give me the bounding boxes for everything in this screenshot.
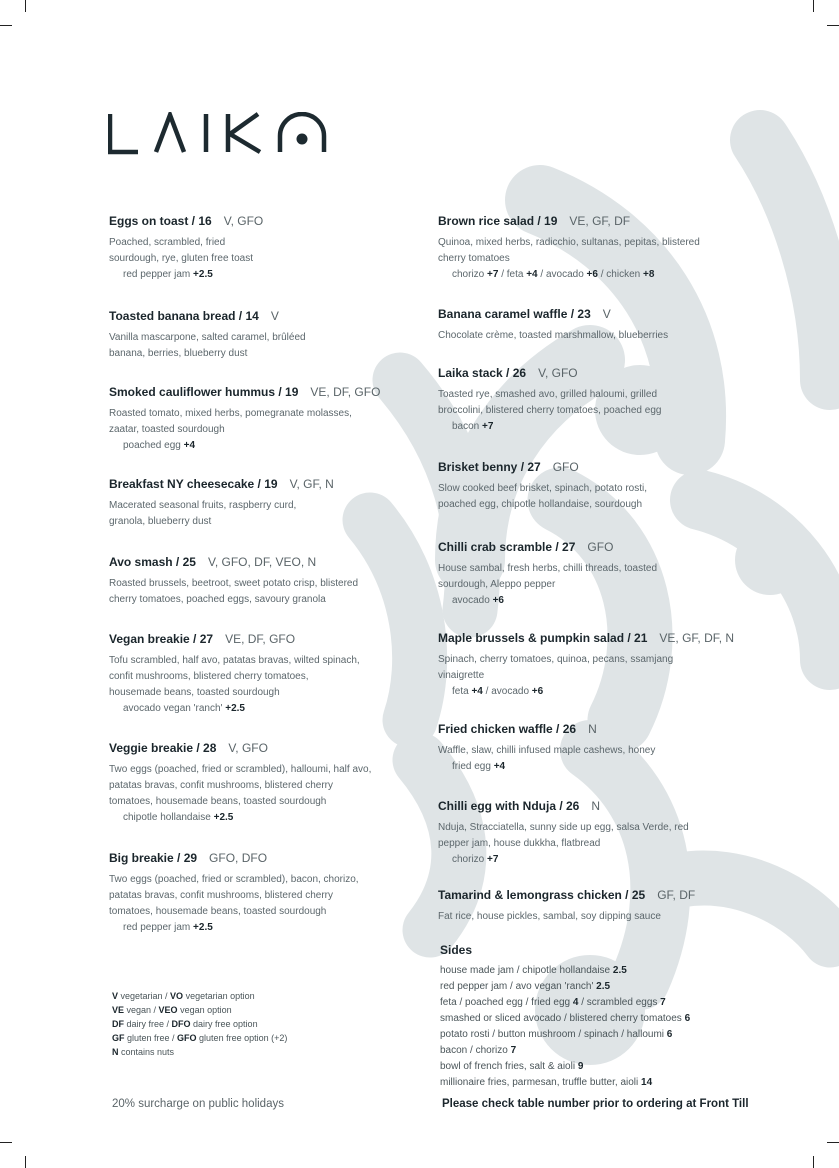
- side-part: 6: [684, 1013, 691, 1024]
- addon-part: +4: [526, 269, 538, 280]
- addon-price: +7: [487, 854, 499, 865]
- addon-part: / chicken: [597, 269, 643, 280]
- legend-part: VE: [112, 1005, 125, 1015]
- addon-price: +2.5: [193, 269, 213, 280]
- side-part: 7: [660, 997, 666, 1008]
- legend-line: [112, 1031, 287, 1045]
- dietary-tags: V: [270, 309, 279, 323]
- dietary-tags: V, GFO: [538, 366, 578, 380]
- side-part: millionaire fries, parmesan, truffle butter, aioli: [440, 1077, 642, 1088]
- addon-name: fried egg: [452, 761, 494, 772]
- addon-name: red pepper jam: [123, 269, 194, 280]
- item-name: Smoked cauliflower hummus / 19: [109, 385, 299, 399]
- dietary-legend: [112, 989, 287, 1059]
- legend-part: vegan option: [177, 1005, 232, 1015]
- addon-line: [109, 701, 499, 717]
- description-line: banana, berries, blueberry dust: [109, 348, 248, 359]
- item-name: Eggs on toast / 16: [109, 214, 212, 228]
- legend-part: VEO: [158, 1005, 178, 1015]
- addon-part: +8: [642, 269, 655, 280]
- legend-part: gluten free /: [124, 1033, 178, 1043]
- menu-item: [438, 631, 828, 700]
- menu-item-title: [438, 366, 828, 380]
- side-line: [440, 1059, 690, 1075]
- addon-line: [438, 419, 828, 435]
- side-part: 9: [577, 1061, 584, 1072]
- side-part: bacon / chorizo: [440, 1045, 511, 1056]
- menu-item-title: [438, 540, 828, 554]
- legend-part: N: [112, 1047, 119, 1057]
- addon-price: +2.5: [193, 922, 213, 933]
- side-line: [440, 995, 690, 1011]
- description-line: zaatar, toasted sourdough: [109, 424, 225, 435]
- menu-item-description: [438, 820, 828, 852]
- legend-part: DF: [112, 1019, 124, 1029]
- sides-list: [440, 963, 690, 1091]
- addon-name: poached egg: [123, 440, 184, 451]
- description-line: patatas bravas, confit mushrooms, blistered cherry: [109, 780, 333, 791]
- side-part: red pepper jam / avo vegan 'ranch': [440, 981, 597, 992]
- crop-mark: [813, 0, 814, 12]
- legend-part: dairy free option: [190, 1019, 258, 1029]
- dietary-tags: V, GFO, DF, VEO, N: [207, 555, 317, 569]
- legend-line: [112, 989, 287, 1003]
- description-line: Quinoa, mixed herbs, radicchio, sultanas, pepitas, blistered: [438, 237, 700, 248]
- addon-part: feta: [452, 686, 472, 697]
- menu-item: [438, 722, 828, 775]
- dietary-tags: V: [602, 307, 611, 321]
- laika-logo: [108, 112, 328, 156]
- legend-part: vegan /: [124, 1005, 159, 1015]
- dietary-tags: V, GFO: [223, 214, 264, 228]
- side-line: [440, 963, 690, 979]
- dietary-tags: V, GFO: [228, 741, 268, 755]
- description-line: Toasted rye, smashed avo, grilled haloumi, grilled: [438, 389, 657, 400]
- description-line: Slow cooked beef brisket, spinach, potato rosti,: [438, 483, 648, 494]
- addon-price: +2.5: [225, 703, 245, 714]
- side-part: 14: [641, 1077, 653, 1088]
- addon-name: avocado vegan 'ranch': [123, 703, 226, 714]
- ordering-note: Please check table number prior to ordering at Front Till: [442, 1098, 749, 1110]
- addon-line: [109, 438, 499, 454]
- legend-part: GF: [112, 1033, 125, 1043]
- side-part: / scrambled eggs: [578, 997, 661, 1008]
- addon-price: +6: [492, 595, 504, 606]
- item-name: Maple brussels & pumpkin salad / 21: [438, 631, 648, 645]
- description-line: poached egg, chipotle hollandaise, sourdough: [438, 499, 643, 510]
- crop-mark: [813, 1156, 814, 1168]
- description-line: Chocolate crème, toasted marshmallow, blueberries: [438, 330, 669, 341]
- item-name: Laika stack / 26: [438, 366, 527, 380]
- legend-part: GFO: [177, 1033, 197, 1043]
- legend-part: dairy free /: [124, 1019, 172, 1029]
- menu-item-title: [438, 631, 828, 645]
- menu-item-description: [438, 328, 828, 344]
- legend-line: [112, 1017, 287, 1031]
- menu-item: [438, 307, 828, 344]
- description-line: House sambal, fresh herbs, chilli threads, toasted: [438, 563, 657, 574]
- description-line: Nduja, Stracciatella, sunny side up egg, salsa Verde, red: [438, 822, 689, 833]
- side-part: 2.5: [596, 981, 611, 992]
- legend-part: gluten free option (+2): [196, 1033, 288, 1043]
- legend-line: [112, 1045, 287, 1059]
- menu-item: [438, 799, 828, 868]
- addon-name: chorizo: [452, 854, 488, 865]
- dietary-tags: VE, DF, GFO: [225, 632, 296, 646]
- addon-part: / avocado: [482, 686, 532, 697]
- menu-item-title: [438, 460, 828, 474]
- menu-item-description: [438, 235, 828, 267]
- menu-item-title: [438, 214, 828, 228]
- menu-item-description: [438, 387, 828, 419]
- addon-price: +7: [482, 421, 494, 432]
- addon-line: [438, 684, 828, 700]
- menu-item: [438, 214, 828, 283]
- addon-price: +4: [493, 761, 506, 772]
- side-part: smashed or sliced avocado / blistered cherry tomatoes: [440, 1013, 685, 1024]
- legend-part: VO: [170, 991, 184, 1001]
- addon-part: +7: [487, 269, 499, 280]
- description-line: Roasted brussels, beetroot, sweet potato crisp, blistered: [109, 578, 359, 589]
- item-name: Fried chicken waffle / 26: [438, 722, 577, 736]
- addon-line: [438, 852, 828, 868]
- dietary-tags: GFO, DFO: [209, 851, 268, 865]
- dietary-tags: GF, DF: [657, 888, 696, 902]
- item-name: Chilli crab scramble / 27: [438, 540, 576, 554]
- side-part: potato rosti / button mushroom / spinach / halloumi: [440, 1029, 667, 1040]
- crop-mark: [827, 1142, 839, 1143]
- description-line: cherry tomatoes: [438, 253, 510, 264]
- addon-price: +2.5: [213, 812, 234, 823]
- dietary-tags: VE, GF, DF: [569, 214, 631, 228]
- addon-name: bacon: [452, 421, 483, 432]
- menu-item: [438, 366, 828, 435]
- side-part: 6: [666, 1029, 673, 1040]
- addon-part: / avocado: [537, 269, 587, 280]
- legend-part: contains nuts: [118, 1047, 175, 1057]
- side-line: [440, 979, 690, 995]
- side-part: feta / poached egg / fried egg: [440, 997, 573, 1008]
- menu-item-description: [438, 652, 828, 684]
- crop-mark: [0, 25, 12, 26]
- description-line: confit mushrooms, blistered cherry tomatoes,: [109, 671, 309, 682]
- addon-line: [438, 759, 828, 775]
- dietary-tags: V, GF, N: [289, 477, 334, 491]
- description-line: vinaigrette: [438, 670, 485, 681]
- item-name: Brown rice salad / 19: [438, 214, 558, 228]
- description-line: Vanilla mascarpone, salted caramel, brûléed: [109, 332, 306, 343]
- addon-name: avocado: [452, 595, 493, 606]
- item-name: Breakfast NY cheesecake / 19: [109, 477, 278, 491]
- menu-item: [438, 540, 828, 609]
- description-line: granola, blueberry dust: [109, 516, 212, 527]
- dietary-tags: N: [591, 799, 601, 813]
- side-part: bowl of french fries, salt & aioli: [440, 1061, 578, 1072]
- item-name: Chilli egg with Nduja / 26: [438, 799, 580, 813]
- addon-part: +6: [531, 686, 544, 697]
- item-name: Vegan breakie / 27: [109, 632, 214, 646]
- addon-part: +4: [471, 686, 483, 697]
- item-name: Banana caramel waffle / 23: [438, 307, 591, 321]
- legend-part: vegetarian /: [118, 991, 171, 1001]
- description-line: Fat rice, house pickles, sambal, soy dipping sauce: [438, 911, 661, 922]
- item-name: Tamarind & lemongrass chicken / 25: [438, 888, 646, 902]
- side-line: [440, 1027, 690, 1043]
- description-line: Spinach, cherry tomatoes, quinoa, pecans, ssamjang: [438, 654, 674, 665]
- side-part: house made jam / chipotle hollandaise: [440, 965, 613, 976]
- dietary-tags: VE, DF, GFO: [310, 385, 381, 399]
- description-line: Waffle, slaw, chilli infused maple cashews, honey: [438, 745, 656, 756]
- side-part: 7: [510, 1045, 517, 1056]
- description-line: Roasted tomato, mixed herbs, pomegranate molasses,: [109, 408, 352, 419]
- item-name: Brisket benny / 27: [438, 460, 541, 474]
- description-line: patatas bravas, confit mushrooms, blistered cherry: [109, 890, 333, 901]
- legend-part: V: [112, 991, 119, 1001]
- dietary-tags: VE, GF, DF, N: [659, 631, 735, 645]
- menu-item-description: [438, 481, 828, 513]
- addon-line: [438, 267, 828, 283]
- sides-section: [440, 943, 690, 1091]
- menu-item-description: [438, 561, 828, 593]
- holiday-surcharge-note: 20% surcharge on public holidays: [112, 1098, 284, 1110]
- side-line: [440, 1075, 690, 1091]
- description-line: broccolini, blistered cherry tomatoes, poached egg: [438, 405, 662, 416]
- addon-name: red pepper jam: [123, 922, 194, 933]
- side-line: [440, 1043, 690, 1059]
- legend-part: DFO: [171, 1019, 191, 1029]
- addon-name: chipotle hollandaise: [123, 812, 214, 823]
- description-line: tomatoes, housemade beans, toasted sourdough: [109, 796, 327, 807]
- addon-part: / feta: [498, 269, 527, 280]
- item-name: Veggie breakie / 28: [109, 741, 217, 755]
- dietary-tags: N: [588, 722, 597, 736]
- crop-mark: [0, 1142, 12, 1143]
- description-line: sourdough, rye, gluten free toast: [109, 253, 253, 264]
- menu-item-title: [438, 722, 828, 736]
- brand-name: LAIKA: [108, 112, 111, 113]
- menu-item: [438, 460, 828, 513]
- description-line: Two eggs (poached, fried or scrambled), bacon, chorizo,: [109, 874, 359, 885]
- description-line: pepper jam, house dukkha, flatbread: [438, 838, 601, 849]
- legend-part: vegetarian option: [183, 991, 255, 1001]
- dietary-tags: GFO: [552, 460, 579, 474]
- menu-item-title: [438, 307, 828, 321]
- item-name: Big breakie / 29: [109, 851, 198, 865]
- side-part: 4: [572, 997, 579, 1008]
- menu-item: [438, 888, 828, 925]
- menu-item-description: [438, 909, 828, 925]
- description-line: tomatoes, housemade beans, toasted sourdough: [109, 906, 327, 917]
- addon-part: chorizo: [452, 269, 488, 280]
- crop-mark: [25, 1156, 26, 1168]
- sides-heading: Sides: [440, 943, 473, 957]
- item-name: Toasted banana bread / 14: [109, 309, 259, 323]
- menu-item-description: [438, 743, 828, 759]
- item-name: Avo smash / 25: [109, 555, 196, 569]
- addon-part: +6: [586, 269, 598, 280]
- crop-mark: [827, 25, 839, 26]
- menu-item-title: [438, 888, 828, 902]
- description-line: sourdough, Aleppo pepper: [438, 579, 556, 590]
- dietary-tags: GFO: [587, 540, 614, 554]
- description-line: housemade beans, toasted sourdough: [109, 687, 280, 698]
- side-line: [440, 1011, 690, 1027]
- description-line: Macerated seasonal fruits, raspberry curd,: [109, 500, 297, 511]
- legend-line: [112, 1003, 287, 1017]
- addon-line: [438, 593, 828, 609]
- addon-price: +4: [183, 440, 196, 451]
- description-line: Two eggs (poached, fried or scrambled), halloumi, half avo,: [109, 764, 372, 775]
- side-part: 2.5: [612, 965, 627, 976]
- description-line: Tofu scrambled, half avo, patatas bravas, wilted spinach,: [109, 655, 360, 666]
- crop-mark: [25, 0, 26, 12]
- menu-item-title: [438, 799, 828, 813]
- description-line: cherry tomatoes, poached eggs, savoury granola: [109, 594, 326, 605]
- description-line: Poached, scrambled, fried: [109, 237, 226, 248]
